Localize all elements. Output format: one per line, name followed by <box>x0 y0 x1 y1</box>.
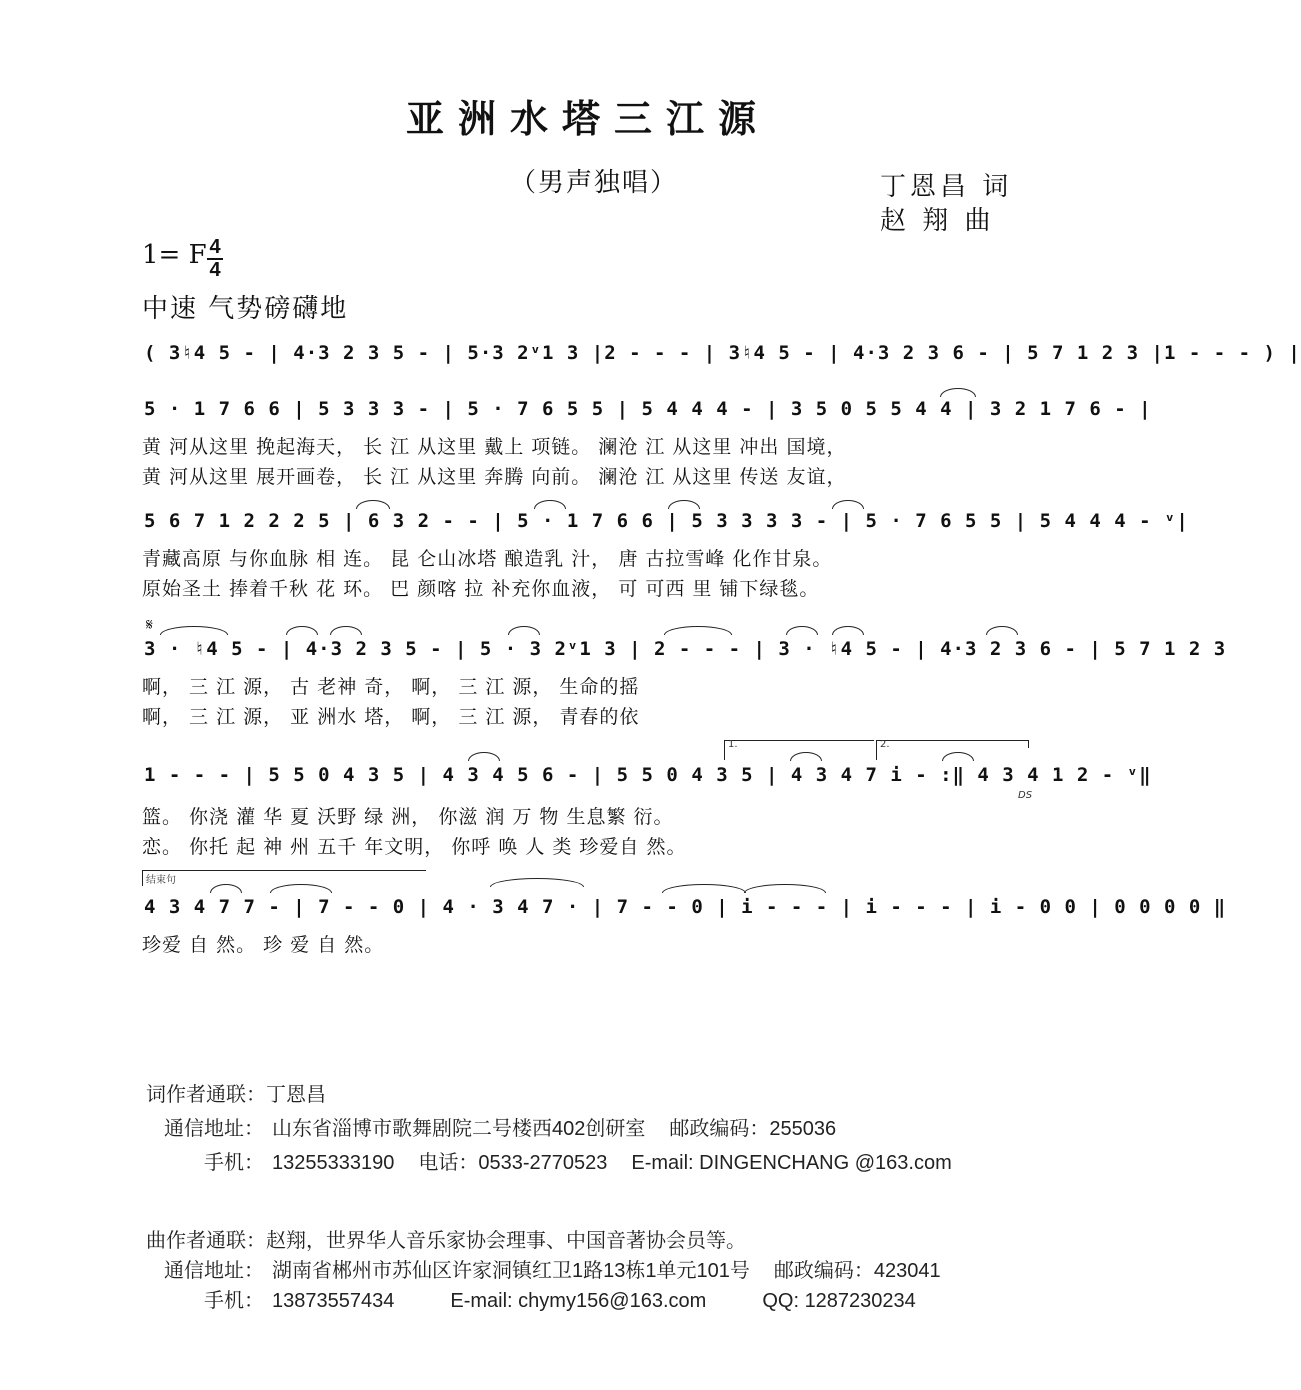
song-title: 亚洲水塔三江源 <box>405 96 770 141</box>
composer-credit: 赵 翔 曲 <box>880 206 995 236</box>
time-signature <box>207 238 223 280</box>
lyric-line-4-verse-1: 啊， 三 江 源， 古 老神 奇， 啊， 三 江 源， 生命的摇 <box>142 676 640 698</box>
key-signature: 1= F <box>142 240 207 270</box>
composer-mobile-label: 手机： <box>204 1290 264 1312</box>
lyricist-credit: 丁恩昌 词 <box>880 172 1013 202</box>
composer-postcode-label: 邮政编码： <box>773 1260 874 1282</box>
lyricist-contact-row <box>146 1078 326 1107</box>
lyric-line-3-verse-2: 原始圣土 捧着千秋 花 环。 巴 颜喀 拉 补充你血液， 可 可西 里 铺下绿毯。 <box>142 578 820 600</box>
lyricist-contact-label: 词作者通联： <box>146 1084 266 1106</box>
notation-line-6: 4 3 4 7 7 - | 7 - - 0 | 4 · 3 4 7 · | 7 - - 0 | i - - - | i - - - | i - 0 0 | 0 0 0 0 ‖ <box>144 896 1227 918</box>
composer-mobile: 13873557434 <box>272 1290 395 1312</box>
lyric-line-3-verse-1: 青藏高原 与你血脉 相 连。 昆 仑山冰塔 酿造乳 汁， 唐 古拉雪峰 化作甘泉。 <box>142 548 833 570</box>
lyric-line-2-verse-1: 黄 河从这里 挽起海天， 长 江 从这里 戴上 项链。 澜沧 江 从这里 冲出 国境， <box>142 436 847 458</box>
segno-sign: 𝄋 <box>146 615 153 634</box>
composer-contact-label: 曲作者通联： <box>146 1230 266 1252</box>
volta-1-label: 1. <box>728 739 738 750</box>
notation-line-1: ( 3♮4 5 - | 4·3 2 3 5 - | 5·3 2ᵛ1 3 |2 - - - | 3♮4 5 - | 4·3 2 3 6 - | 5 7 1 2 3 |1 - - - ) | <box>144 342 1301 364</box>
lyricist-email-label: E-mail: <box>631 1152 694 1174</box>
notation-line-3: 5 6 7 1 2 2 2 5 | 6 3 2 - - | 5 · 1 7 6 6 | 5 3 3 3 3 - | 5 · 7 6 5 5 | 5 4 4 4 - ᵛ| <box>144 510 1189 532</box>
lyricist-tel: 0533-2770523 <box>478 1152 608 1174</box>
composer-email-label: E-mail: <box>450 1290 513 1312</box>
lyric-line-5-verse-2: 恋。 你托 起 神 州 五千 年文明， 你呼 唤 人 类 珍爱自 然。 <box>142 836 687 858</box>
lyricist-postcode-label: 邮政编码： <box>669 1118 770 1140</box>
volta-2-label: 2. <box>880 739 890 750</box>
notation-line-5: 1 - - - | 5 5 0 4 3 5 | 4 3 4 5 6 - | 5 5 0 4 3 5 | 4 3 4 7 i - :‖ 4 3 4 1 2 - ᵛ‖ <box>144 764 1152 786</box>
lyricist-contact-name: 丁恩昌 <box>266 1084 326 1106</box>
subtitle: （男声独唱） <box>510 168 679 198</box>
lyric-line-4-verse-2: 啊， 三 江 源， 亚 洲水 塔， 啊， 三 江 源， 青春的依 <box>142 706 640 728</box>
composer-postcode: 423041 <box>873 1260 941 1282</box>
notation-line-4: 3 · ♮4 5 - | 4·3 2 3 5 - | 5 · 3 2ᵛ1 3 | 2 - - - | 3 · ♮4 5 - | 4·3 2 3 6 - | 5 7 1 2 3 <box>144 638 1227 660</box>
lyricist-phone-row <box>146 1146 952 1175</box>
composer-address-row <box>146 1254 941 1283</box>
time-top: 4 <box>209 236 221 258</box>
composer-address-label: 通信地址： <box>164 1260 264 1282</box>
lyricist-mobile: 13255333190 <box>272 1152 395 1174</box>
composer-qq-label: QQ: <box>762 1290 799 1312</box>
composer-email[interactable]: chymy156@163.com <box>518 1290 707 1312</box>
lyricist-address: 山东省淄博市歌舞剧院二号楼西402创研室 <box>272 1118 646 1140</box>
lyricist-email[interactable]: DINGENCHANG @163.com <box>699 1152 952 1174</box>
lyricist-postcode: 255036 <box>769 1118 837 1140</box>
lyric-line-5-verse-1: 篮。 你浇 灌 华 夏 沃野 绿 洲， 你滋 润 万 物 生息繁 衍。 <box>142 806 674 828</box>
lyricist-mobile-label: 手机： <box>204 1152 264 1174</box>
tempo-marking: 中速 气势磅礴地 <box>142 294 349 324</box>
composer-qq: 1287230234 <box>804 1290 916 1312</box>
lyricist-address-label: 通信地址： <box>164 1118 264 1140</box>
lyricist-tel-label: 电话： <box>418 1152 479 1174</box>
composer-phone-row <box>146 1284 916 1313</box>
notation-line-2: 5 · 1 7 6 6 | 5 3 3 3 - | 5 · 7 6 5 5 | 5 4 4 4 - | 3 5 0 5 5 4 4 | 3 2 1 7 6 - | <box>144 398 1152 420</box>
ds-marking: DS <box>1018 790 1033 801</box>
composer-contact-row <box>146 1224 746 1253</box>
composer-address: 湖南省郴州市苏仙区许家洞镇红卫1路13栋1单元101号 <box>272 1260 750 1282</box>
lyricist-address-row <box>146 1112 836 1141</box>
ending-label: 结束句 <box>146 875 176 886</box>
time-bottom: 4 <box>209 259 221 281</box>
lyric-line-6: 珍爱 自 然。 珍 爱 自 然。 <box>142 934 385 956</box>
composer-contact-name: 赵翔，世界华人音乐家协会理事、中国音著协会员等。 <box>266 1230 746 1252</box>
lyric-line-2-verse-2: 黄 河从这里 展开画卷， 长 江 从这里 奔腾 向前。 澜沧 江 从这里 传送 友谊， <box>142 466 847 488</box>
